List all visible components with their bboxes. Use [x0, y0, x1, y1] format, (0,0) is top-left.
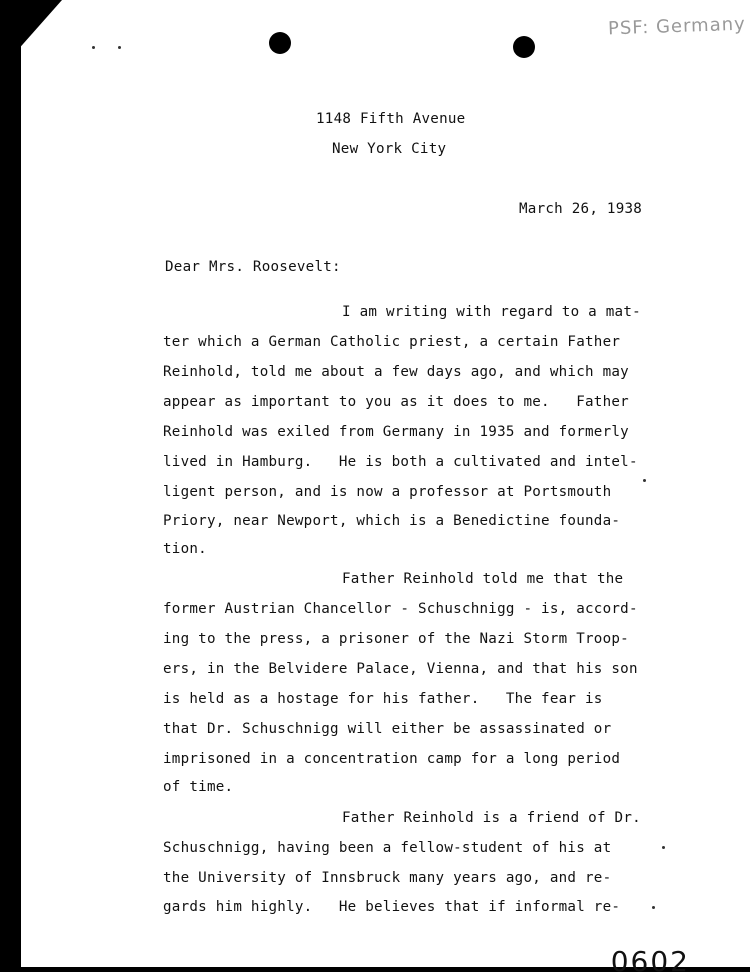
body-line: Priory, near Newport, which is a Benedictine founda- [163, 513, 621, 529]
body-line: that Dr. Schuschnigg will either be assassinated or [163, 721, 612, 737]
scan-speck [643, 479, 646, 482]
punch-hole-left [269, 32, 291, 54]
scan-speck [652, 906, 655, 909]
scan-corner-fold [0, 0, 62, 70]
punch-hole-right [513, 36, 535, 58]
body-line: former Austrian Chancellor - Schuschnigg - is, accord- [163, 601, 638, 617]
body-line: imprisoned in a concentration camp for a long period [163, 751, 621, 767]
scan-speck [118, 46, 121, 49]
letter-date: March 26, 1938 [519, 201, 643, 217]
body-line: ligent person, and is now a professor at Portsmouth [163, 484, 612, 500]
address-line-1: 1148 Fifth Avenue [316, 111, 466, 127]
scan-speck [662, 846, 665, 849]
body-line: Reinhold was exiled from Germany in 1935 and formerly [163, 424, 629, 440]
scan-speck [92, 46, 95, 49]
body-line: ers, in the Belvidere Palace, Vienna, and that his son [163, 661, 638, 677]
body-line: Father Reinhold is a friend of Dr. [342, 810, 641, 826]
archive-page-stamp: 0602 [610, 945, 690, 978]
body-line: is held as a hostage for his father. The fear is [163, 691, 603, 707]
body-line: Schuschnigg, having been a fellow-student of his at [163, 840, 612, 856]
body-line: Reinhold, told me about a few days ago, and which may [163, 364, 629, 380]
address-line-2: New York City [332, 141, 447, 157]
archive-marking: PSF: Germany [607, 13, 747, 40]
scan-edge-left [0, 0, 21, 972]
body-line: I am writing with regard to a mat- [342, 304, 641, 320]
body-line: lived in Hamburg. He is both a cultivated and intel- [163, 454, 638, 470]
body-line: Father Reinhold told me that the [342, 571, 624, 587]
body-line: of time. [163, 779, 234, 795]
body-line: the University of Innsbruck many years ago, and re- [163, 870, 612, 886]
body-line: ter which a German Catholic priest, a certain Father [163, 334, 621, 350]
body-line: ing to the press, a prisoner of the Nazi Storm Troop- [163, 631, 629, 647]
body-line: tion. [163, 541, 207, 557]
body-line: gards him highly. He believes that if informal re- [163, 899, 621, 915]
body-line: appear as important to you as it does to me. Father [163, 394, 629, 410]
salutation: Dear Mrs. Roosevelt: [165, 259, 341, 275]
